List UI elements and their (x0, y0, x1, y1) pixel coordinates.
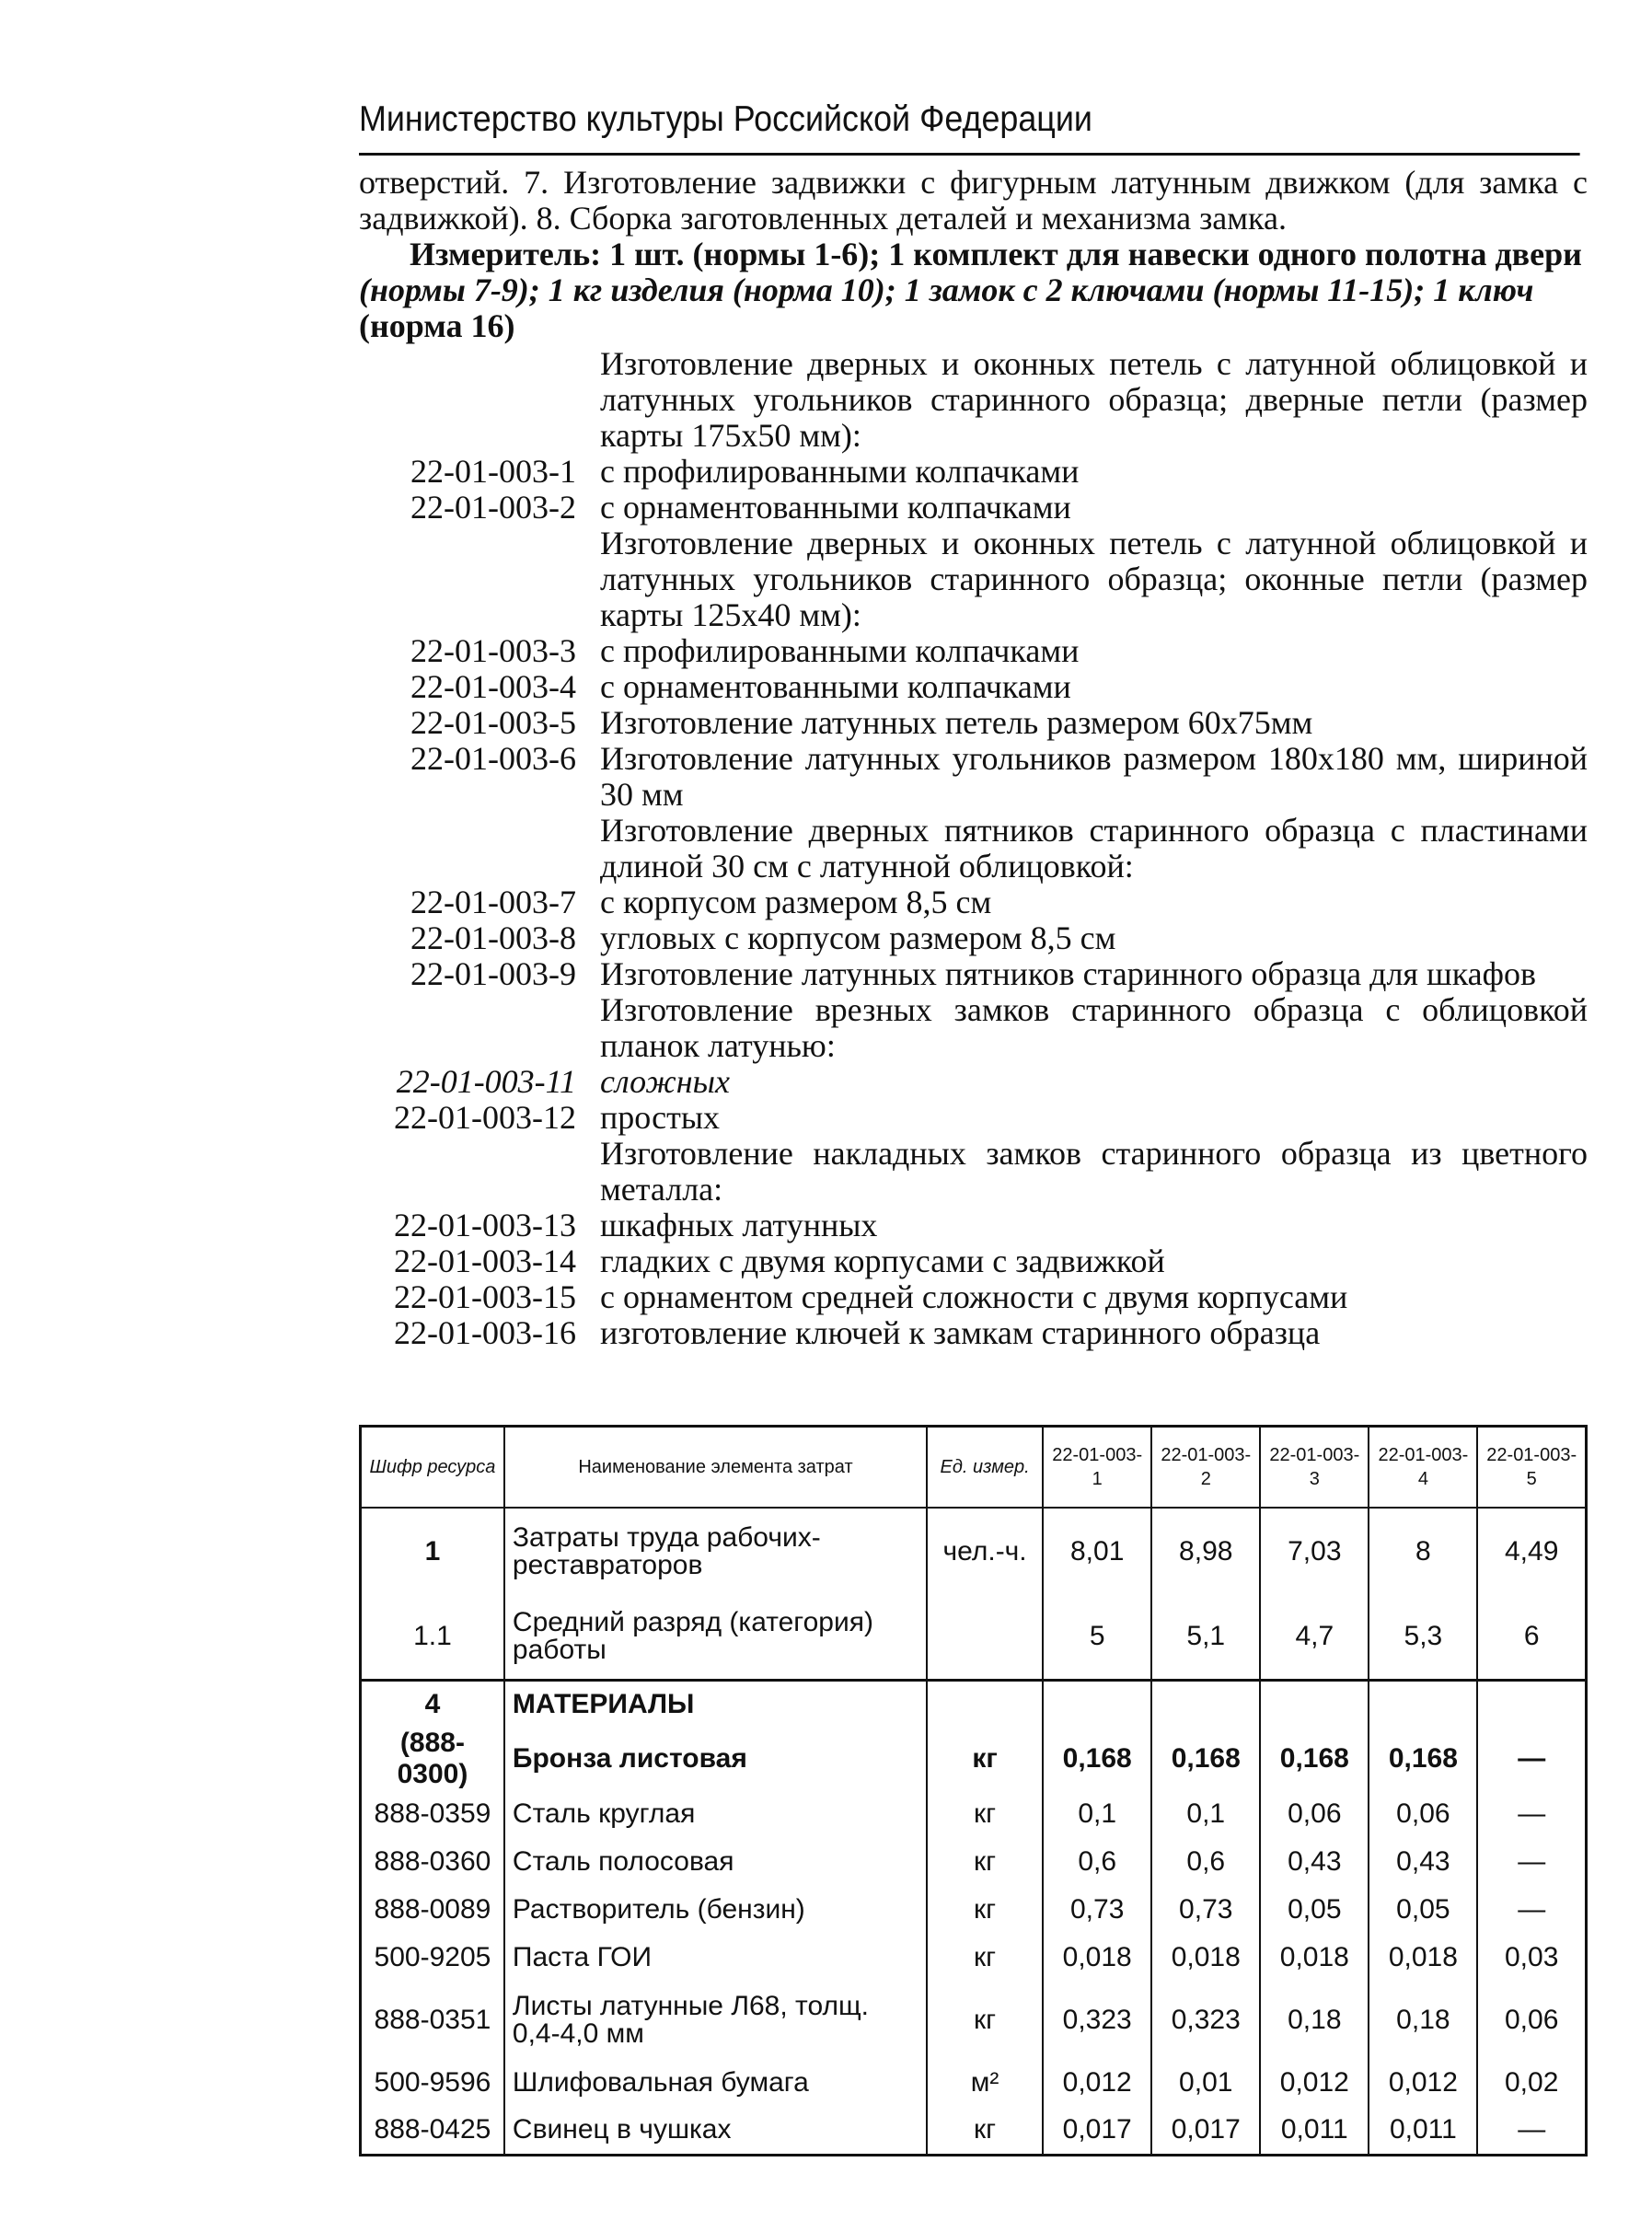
norm-item (359, 992, 1588, 1064)
header-col-4: 22-01-003-4 (1369, 1427, 1477, 1509)
table-row (361, 1886, 1587, 1934)
norm-code (359, 992, 600, 1064)
value-cell: 0,05 (1260, 1886, 1369, 1934)
norm-description: гладких с двумя корпусами с задвижкой (600, 1243, 1165, 1279)
value-cell (1369, 1680, 1477, 1728)
norm-code: 22-01-003-11 (396, 1063, 576, 1100)
norm-description: с корпусом размером 8,5 см (600, 884, 992, 920)
norm-description: Изготовление дверных и оконных петель с латунной облицовкой и латунных угольников старинного образца; оконные петли (размер карты 125х40 мм): (600, 525, 1588, 633)
value-cell: 0,03 (1477, 1934, 1586, 1982)
header-code: Шифр ресурса (361, 1427, 504, 1509)
norm-code: 22-01-003-1 (410, 453, 576, 490)
norm-description: с орнаментованными колпачками (600, 489, 1071, 526)
norm-code: 22-01-003-9 (410, 955, 576, 992)
norm-item (359, 920, 1588, 956)
norm-item (359, 346, 1588, 454)
value-cell: 0,05 (1369, 1886, 1477, 1934)
norm-item (359, 705, 1588, 741)
norm-description: сложных (600, 1063, 730, 1100)
value-cell: 8 (1369, 1508, 1477, 1595)
norm-description: с орнаментованными колпачками (600, 668, 1071, 705)
norm-description: Изготовление дверных пятников старинного образца с пластинами длиной 30 см с латунной облицовкой: (600, 812, 1588, 885)
norm-item (359, 1064, 1588, 1100)
value-cell: 0,011 (1260, 2107, 1369, 2155)
norms-list (359, 346, 1588, 1351)
unit-cell: кг (927, 1728, 1043, 1790)
unit-cell: кг (927, 1934, 1043, 1982)
value-cell: — (1477, 2107, 1586, 2155)
norm-description: Изготовление врезных замков старинного образца с облицовкой планок латунью: (600, 991, 1588, 1064)
table-row (361, 2059, 1587, 2107)
norm-description: Изготовление латунных пятников старинного образца для шкафов (600, 955, 1536, 992)
unit-cell: кг (927, 1982, 1043, 2059)
norm-code: 22-01-003-14 (394, 1243, 576, 1279)
value-cell: 0,012 (1043, 2059, 1151, 2107)
cost-element-name: Затраты труда рабочих-реставраторов (504, 1508, 927, 1595)
value-cell: 0,73 (1043, 1886, 1151, 1934)
resource-code: 4 (361, 1680, 504, 1728)
value-cell: 0,73 (1151, 1886, 1260, 1934)
norm-code: 22-01-003-4 (410, 668, 576, 705)
intro-paragraph: отверстий. 7. Изготовление задвижки с фигурным латунным движком (для замка с задвижкой). 8. Сборка заготовленных деталей и механизма замка. (359, 164, 1588, 237)
value-cell: 0,18 (1260, 1982, 1369, 2059)
value-cell: 4,49 (1477, 1508, 1586, 1595)
norm-item (359, 1315, 1588, 1351)
value-cell: 5 (1043, 1595, 1151, 1680)
norm-code (359, 813, 600, 885)
norm-description: с профилированными колпачками (600, 632, 1080, 669)
value-cell (1151, 1680, 1260, 1728)
value-cell: 0,43 (1260, 1838, 1369, 1886)
norm-description: изготовление ключей к замкам старинного образца (600, 1314, 1321, 1351)
value-cell: 0,323 (1043, 1982, 1151, 2059)
norm-description: с профилированными колпачками (600, 453, 1080, 490)
value-cell: 5,3 (1369, 1595, 1477, 1680)
norm-description: шкафных латунных (600, 1207, 878, 1243)
cost-element-name: Листы латунные Л68, толщ. 0,4-4,0 мм (504, 1982, 927, 2059)
measure-line-3: (норма 16) (359, 307, 515, 344)
norm-code: 22-01-003-15 (394, 1278, 576, 1315)
value-cell: — (1477, 1838, 1586, 1886)
table-row (361, 1728, 1587, 1790)
table-row (361, 1790, 1587, 1838)
value-cell: — (1477, 1728, 1586, 1790)
value-cell: 0,012 (1369, 2059, 1477, 2107)
cost-element-name: МАТЕРИАЛЫ (504, 1680, 927, 1728)
value-cell (1477, 1680, 1586, 1728)
norm-item (359, 526, 1588, 633)
table-row (361, 1934, 1587, 1982)
cost-element-name: Паста ГОИ (504, 1934, 927, 1982)
value-cell: 4,7 (1260, 1595, 1369, 1680)
table-body (361, 1508, 1587, 2155)
unit-cell (927, 1680, 1043, 1728)
value-cell: 0,018 (1043, 1934, 1151, 1982)
norm-code: 22-01-003-8 (410, 919, 576, 956)
norm-item (359, 490, 1588, 526)
norm-item (359, 813, 1588, 885)
value-cell: 8,98 (1151, 1508, 1260, 1595)
table-header-row (361, 1427, 1587, 1509)
norm-item (359, 1208, 1588, 1243)
value-cell: 0,012 (1260, 2059, 1369, 2107)
norm-item (359, 1100, 1588, 1136)
resource-code: (888-0300) (361, 1728, 504, 1790)
value-cell: 0,168 (1043, 1728, 1151, 1790)
header-col-2: 22-01-003-2 (1151, 1427, 1260, 1509)
resource-code: 888-0359 (361, 1790, 504, 1838)
value-cell: 0,06 (1477, 1982, 1586, 2059)
unit-cell (927, 1595, 1043, 1680)
unit-cell: кг (927, 1790, 1043, 1838)
norm-description: угловых с корпусом размером 8,5 см (600, 919, 1116, 956)
running-head: Министерство культуры Российской Федерации (359, 92, 1579, 156)
norm-code: 22-01-003-6 (410, 740, 576, 777)
header-col-3: 22-01-003-3 (1260, 1427, 1369, 1509)
unit-cell: чел.-ч. (927, 1508, 1043, 1595)
norm-code: 22-01-003-3 (410, 632, 576, 669)
norm-code: 22-01-003-16 (394, 1314, 576, 1351)
table-row (361, 2107, 1587, 2155)
header-col-5: 22-01-003-5 (1477, 1427, 1586, 1509)
value-cell: 0,017 (1151, 2107, 1260, 2155)
value-cell: 6 (1477, 1595, 1586, 1680)
value-cell: — (1477, 1886, 1586, 1934)
norm-description: с орнаментом средней сложности с двумя корпусами (600, 1278, 1348, 1315)
value-cell: 0,06 (1260, 1790, 1369, 1838)
value-cell: 0,02 (1477, 2059, 1586, 2107)
table-row (361, 1982, 1587, 2059)
value-cell: 0,018 (1369, 1934, 1477, 1982)
norm-code (359, 346, 600, 454)
resource-code: 888-0360 (361, 1838, 504, 1886)
header-name: Наименование элемента затрат (504, 1427, 927, 1509)
value-cell: 0,168 (1151, 1728, 1260, 1790)
table-row (361, 1680, 1587, 1728)
norm-item (359, 454, 1588, 490)
resource-code: 500-9205 (361, 1934, 504, 1982)
norm-item (359, 885, 1588, 920)
header-unit: Ед. измер. (927, 1427, 1043, 1509)
resource-code: 888-0089 (361, 1886, 504, 1934)
value-cell: 0,168 (1260, 1728, 1369, 1790)
unit-cell: кг (927, 1838, 1043, 1886)
resource-code: 888-0425 (361, 2107, 504, 2155)
unit-cell: м² (927, 2059, 1043, 2107)
value-cell: 0,06 (1369, 1790, 1477, 1838)
norm-code (359, 1136, 600, 1208)
cost-element-name: Сталь круглая (504, 1790, 927, 1838)
norm-item (359, 669, 1588, 705)
value-cell: 0,6 (1151, 1838, 1260, 1886)
value-cell: 0,017 (1043, 2107, 1151, 2155)
value-cell: 0,18 (1369, 1982, 1477, 2059)
cost-element-name: Средний разряд (категория) работы (504, 1595, 927, 1680)
measure-line-1: Измеритель: 1 шт. (нормы 1-6); 1 комплект для навески одного полотна двери (410, 236, 1582, 272)
norm-item (359, 1136, 1588, 1208)
intro-section (359, 165, 1588, 344)
norm-code: 22-01-003-7 (410, 884, 576, 920)
cost-element-name: Бронза листовая (504, 1728, 927, 1790)
cost-element-name: Шлифовальная бумага (504, 2059, 927, 2107)
resource-code: 888-0351 (361, 1982, 504, 2059)
norm-code (359, 526, 600, 633)
norm-description: Изготовление дверных и оконных петель с латунной облицовкой и латунных угольников старинного образца; дверные петли (размер карты 175х50 мм): (600, 345, 1588, 454)
value-cell: 0,018 (1151, 1934, 1260, 1982)
norm-item (359, 741, 1588, 813)
page (359, 92, 1588, 1351)
value-cell: 7,03 (1260, 1508, 1369, 1595)
table-row (361, 1838, 1587, 1886)
value-cell: 0,6 (1043, 1838, 1151, 1886)
resource-code: 500-9596 (361, 2059, 504, 2107)
value-cell: 0,01 (1151, 2059, 1260, 2107)
unit-cell: кг (927, 2107, 1043, 2155)
cost-element-name: Свинец в чушках (504, 2107, 927, 2155)
table-row (361, 1595, 1587, 1680)
norm-description: Изготовление латунных угольников размером 180х180 мм, шириной 30 мм (600, 740, 1588, 813)
norm-description: простых (600, 1099, 721, 1136)
norm-description: Изготовление латунных петель размером 60х75мм (600, 704, 1313, 741)
value-cell: 0,43 (1369, 1838, 1477, 1886)
norm-code: 22-01-003-2 (410, 489, 576, 526)
unit-cell: кг (927, 1886, 1043, 1934)
value-cell (1043, 1680, 1151, 1728)
value-cell: 0,168 (1369, 1728, 1477, 1790)
cost-element-name: Растворитель (бензин) (504, 1886, 927, 1934)
table-row (361, 1508, 1587, 1595)
value-cell: 5,1 (1151, 1595, 1260, 1680)
value-cell (1260, 1680, 1369, 1728)
norm-description: Изготовление накладных замков старинного образца из цветного металла: (600, 1135, 1588, 1208)
norm-code: 22-01-003-5 (410, 704, 576, 741)
value-cell: 0,323 (1151, 1982, 1260, 2059)
resource-code: 1.1 (361, 1595, 504, 1680)
cost-element-name: Сталь полосовая (504, 1838, 927, 1886)
norm-item (359, 956, 1588, 992)
measure-line-2: (нормы 7-9); 1 кг изделия (норма 10); 1 замок с 2 ключами (нормы 11-15); 1 ключ (359, 272, 1534, 308)
norm-code: 22-01-003-13 (394, 1207, 576, 1243)
norm-item (359, 1279, 1588, 1315)
value-cell: 0,018 (1260, 1934, 1369, 1982)
value-cell: — (1477, 1790, 1586, 1838)
value-cell: 0,011 (1369, 2107, 1477, 2155)
value-cell: 0,1 (1151, 1790, 1260, 1838)
cost-table (359, 1425, 1588, 2156)
resource-code: 1 (361, 1508, 504, 1595)
norm-item (359, 1243, 1588, 1279)
value-cell: 0,1 (1043, 1790, 1151, 1838)
norm-item (359, 633, 1588, 669)
header-col-1: 22-01-003-1 (1043, 1427, 1151, 1509)
value-cell: 8,01 (1043, 1508, 1151, 1595)
norm-code: 22-01-003-12 (394, 1099, 576, 1136)
